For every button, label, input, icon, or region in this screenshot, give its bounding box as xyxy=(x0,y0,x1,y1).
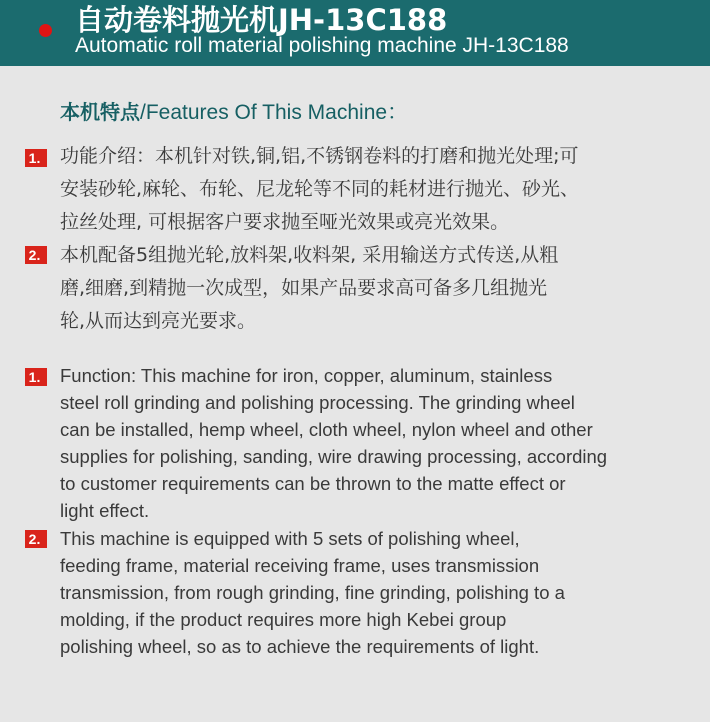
number-badge: 1. xyxy=(25,368,44,386)
features-heading-en: /Features Of This Machine： xyxy=(140,101,409,124)
title-english: Automatic roll material polishing machine JH-13C188 xyxy=(75,34,569,57)
number-badge: 2. xyxy=(25,530,44,548)
red-dot-icon xyxy=(39,24,52,37)
header-banner xyxy=(0,0,710,66)
feature-text-en-1: Function: This machine for iron, copper, aluminum, stainless steel roll grinding and polishing processing. The grinding wheel can be installed, hemp wheel, cloth wheel, nylon wheel and other supplies for polishing, sanding, wire drawing processing, according to customer requirements can be thrown to the matte effect or light effect. xyxy=(60,365,608,521)
title-chinese: 自动卷料抛光机JH-13C188 xyxy=(75,3,448,37)
number-badge: 2. xyxy=(25,246,44,264)
number-badge: 1. xyxy=(25,149,44,167)
feature-text-cn-1: 功能介绍：本机针对铁,铜,铝,不锈钢卷料的打磨和抛光处理;可 安装砂轮,麻轮、布轮、尼龙轮等不同的耗材进行抛光、砂光、 拉丝处理, 可根据客户要求抛至哑光效果或亮光效果。 xyxy=(60,145,580,233)
features-heading-cn: 本机特点 xyxy=(60,100,140,124)
feature-text-cn-2: 本机配备5组抛光轮,放料架,收料架, 采用输送方式传送,从粗 磨,细磨,到精抛一次成型，如果产品要求高可备多几组抛光 轮,从而达到亮光要求。 xyxy=(60,244,559,332)
features-heading xyxy=(60,97,408,128)
feature-text-en-2: This machine is equipped with 5 sets of polishing wheel, feeding frame, material receiving frame, uses transmission transmission, from rough grinding, fine grinding, polishing to a molding, if the product requires more high Kebei group polishing wheel, so as to achieve the requirements of light. xyxy=(60,528,565,657)
